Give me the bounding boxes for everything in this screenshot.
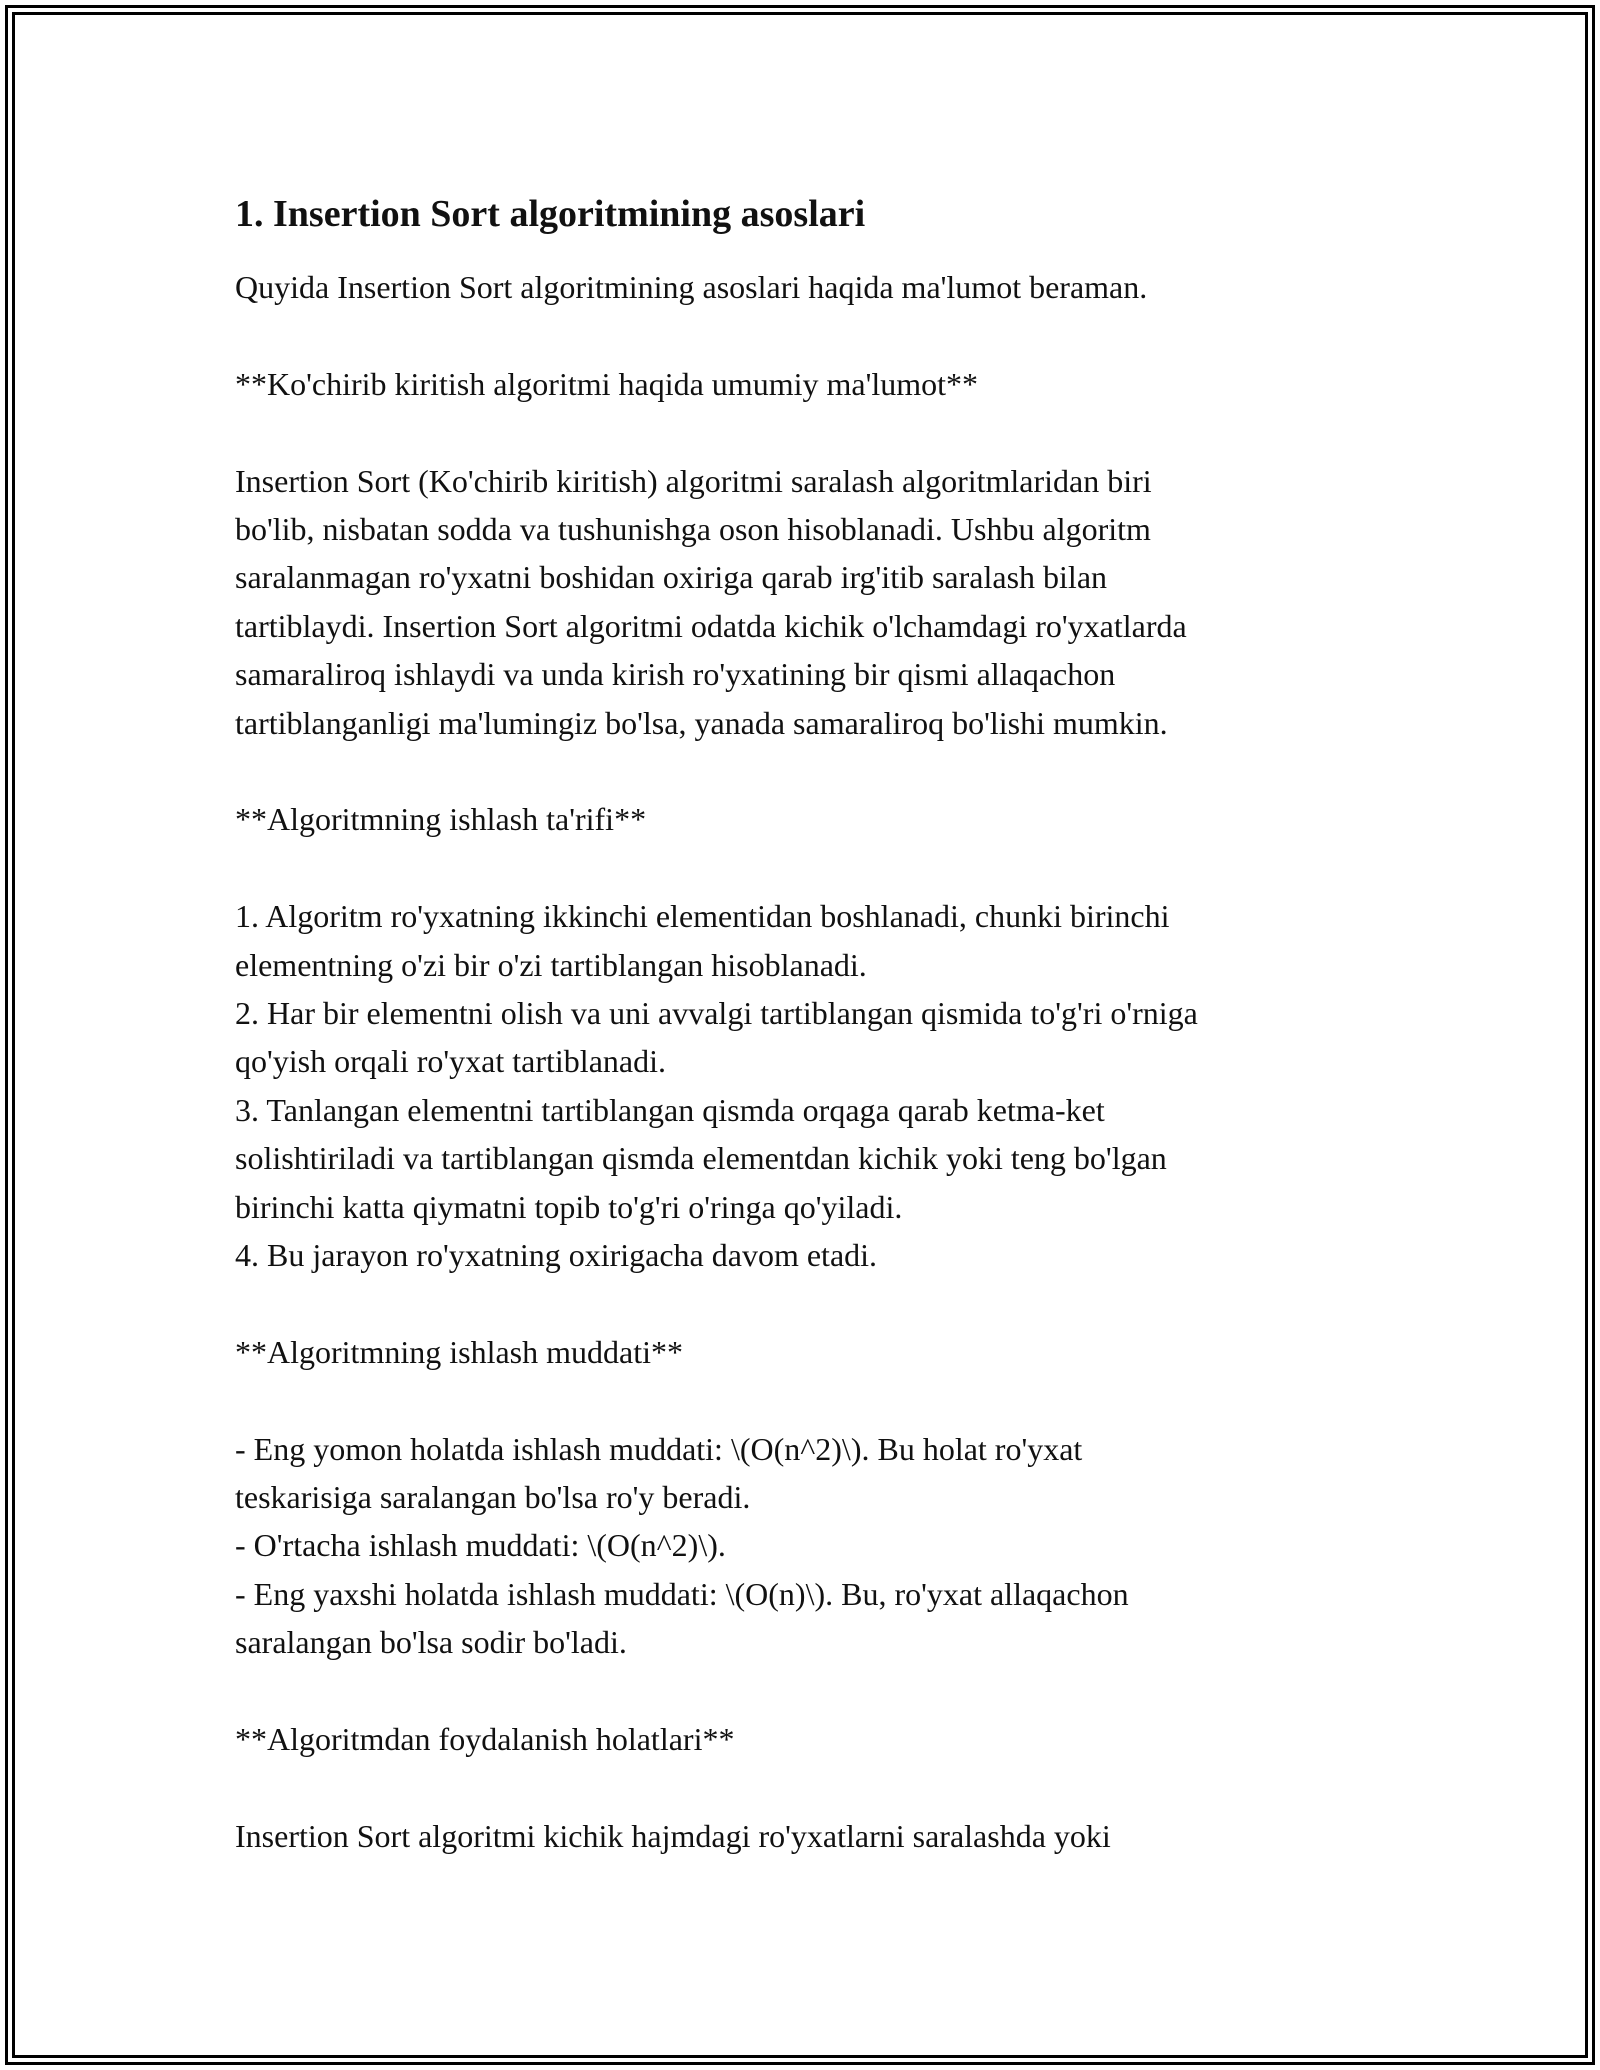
complexity-list: - Eng yomon holatda ishlash muddati: \(O(n^2)\). Bu holat ro'yxat teskarisiga saralangan bo'lsa ro'y beradi. - O'rtacha ishlash muddati: \(O(n^2)\). - Eng yaxshi holatda ishlash muddati: \(O(n)\). Bu, ro'yxat allaqachon saralangan bo'lsa sodir bo'ladi. (235, 1430, 1129, 1661)
algorithm-steps-list: 1. Algoritm ro'yxatning ikkinchi elementidan boshlanadi, chunki birinchi elementning o'zi bir o'zi tartiblangan hisoblanadi. 2. Har bir elementni olish va uni avvalgi tartiblangan qismida to'g'ri o'rniga qo'yish orqali ro'yxat tartiblanadi. 3. Tanlangan elementni tartiblangan qismda orqaga qarab ketma-ket solishtiriladi va tartiblangan qismda elementdan kichik yoki teng bo'lgan birinchi katta qiymatni topib to'g'ri o'ringa qo'yiladi. 4. Bu jarayon ro'yxatning oxirigacha davom etadi. (235, 898, 1198, 1274)
intro-paragraph: Quyida Insertion Sort algoritmining asoslari haqida ma'lumot beraman. (235, 269, 1148, 305)
use-cases-paragraph: Insertion Sort algoritmi kichik hajmdagi ro'yxatlarni saralashda yoki (235, 1817, 1111, 1854)
section-heading-complexity: **Algoritmning ishlash muddati** (235, 1333, 683, 1370)
document-body (235, 186, 1365, 1860)
section-heading-use-cases: **Algoritmdan foydalanish holatlari** (235, 1721, 735, 1758)
section-heading-description: **Algoritmning ishlash ta'rifi** (235, 801, 647, 838)
document-title: 1. Insertion Sort algoritmining asoslari (235, 193, 866, 235)
overview-paragraph: Insertion Sort (Ko'chirib kiritish) algoritmi saralash algoritmlaridan biri bo'lib, nisbatan sodda va tushunishga oson hisoblanadi. Ushbu algoritm saralanmagan ro'yxatni boshidan oxiriga qarab irg'itib saralash bilan tartiblaydi. Insertion Sort algoritmi odatda kichik o'lchamdagi ro'yxatlarda samaraliroq ishlaydi va unda kirish ro'yxatining bir qismi allaqachon tartiblanganligi ma'lumingiz bo'lsa, yanada samaraliroq bo'lishi mumkin. (235, 462, 1187, 741)
section-heading-overview: **Ko'chirib kiritish algoritmi haqida umumiy ma'lumot** (235, 365, 978, 402)
